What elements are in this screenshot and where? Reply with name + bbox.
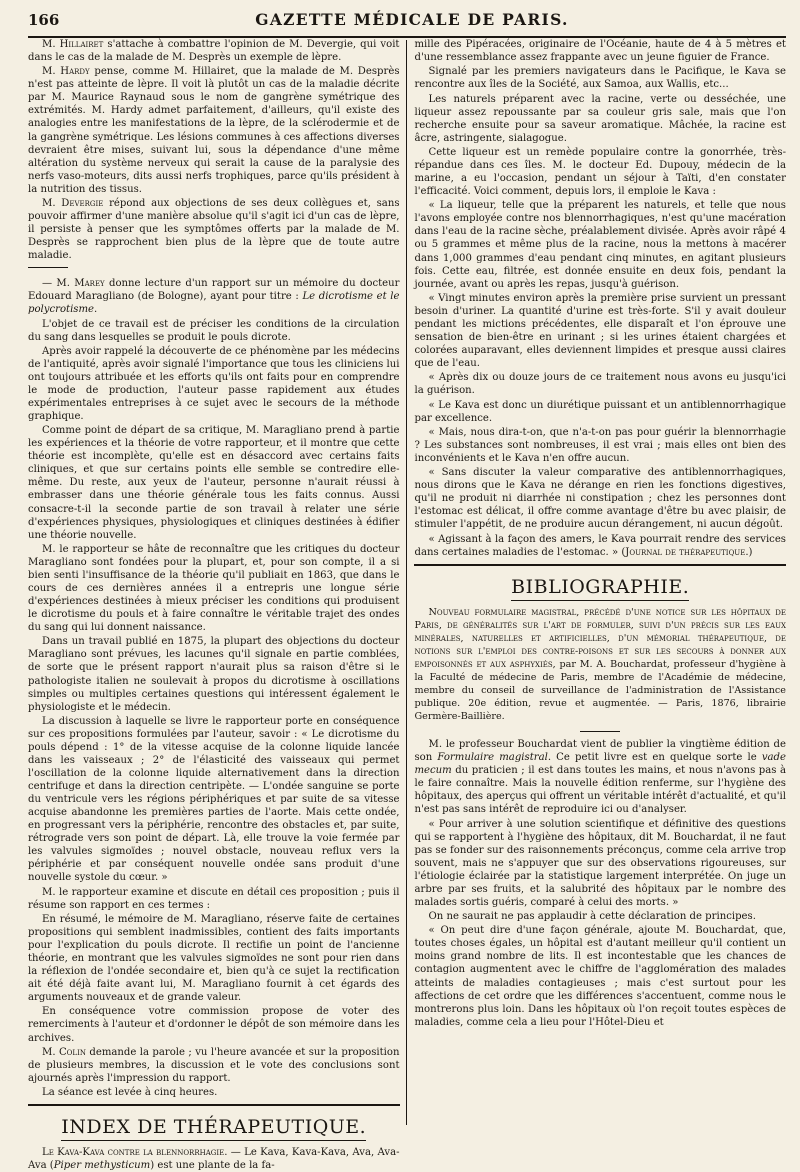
paragraph: « Agissant à la façon des amers, le Kava pourrait rendre des services dans certaines maladies de l'estomac. » (Journal de thérapeutique.)	[414, 533, 786, 558]
paragraph: La séance est levée à cinq heures.	[42, 1087, 218, 1099]
paragraph: « Sans discuter la valeur comparative des antiblennorrhagiques, nous dirons que le Kava ne dérange en rien les fonctions digestives, qu'il ne produit ni diarrhée ni constipation ; chez les personnes dont l'estomac est délicat, il offre comme avantage d'être bu avec plaisir, de stimuler l'appétit, de ne produire aucun dérangement, ni aucun dégoût.	[414, 467, 786, 531]
paragraph: « Pour arriver à une solution scientifique et définitive des questions qui se rapportent à l'hygiène des hôpitaux, dit M. Bouchardat, il ne faut pas se fonder sur des raisonnements préconçus, comme cela arrive trop souvent, mais ne s'appuyer que sur des observations rigoureuses, sur l'étiologie éclairée par la statistique largement interprétée. On juge un arbre par ses fruits, et la salubrité des hôpitaux par le nombre des malades sortis guéris, comparé à celui des morts. »	[414, 818, 786, 908]
paragraph: La discussion à laquelle se livre le rapporteur porte en conséquence sur ces propositions formulées par l'auteur, savoir : « Le dicrotisme du pouls dépend : 1° de la vitesse acquise de la colonne liquide lancée dans les vaisseaux ; 2° de l'élasticité des vaisseaux qui permet l'oscillation de la colonne liquide alternativement dans la direction centrifuge et dans la direction centripète. — L'ondée sanguine se porte du ventricule vers les régions périphériques et par suite de sa vitesse acquise abandonne les premières parties de l'aorte. Mais cette ondée, en progressant vers la périphérie, rencontre des obstacles et, par suite, rétrograde vers son point de départ. Là, elle trouve la voie fermée par les valvules sigmoïdes ; nouvel obstacle, nouveau reflux vers la périphérie et par conséquent nouvelle ondée sans produit d'une nouvelle systole du cœur. »	[28, 715, 400, 884]
paragraph: Dans un travail publié en 1875, la plupart des objections du docteur Maragliano sont prévues, les lacunes qu'il signale en partie comblées, de sorte que le présent rapport n'aurait plus sa raison d'être si le pathologiste italien ne soulevait à propos du dicrotisme à oscillations simples ou multiples certaines questions qui intéressent également le physiologiste et le médecin.	[28, 636, 400, 713]
paragraph: « Après dix ou douze jours de ce traitement nous avons eu jusqu'ici la guérison.	[414, 372, 786, 397]
right-column	[406, 38, 786, 1125]
paragraph: « Vingt minutes environ après la première prise survient un pressant besoin d'uriner. La quantité d'urine est très-forte. S'il y avait douleur pendant les mictions précédentes, elle disparaît et l'on éprouve une sensation de bien-être en urinant ; si les urines étaient chargées et colorées auparavant, elles deviennent limpides et presque aussi claires que de l'eau.	[414, 292, 786, 370]
paragraph: L'objet de ce travail est de préciser les conditions de la circulation du sang dans lesquelles se produit le pouls dicrote.	[28, 318, 400, 343]
paragraph: Le Kava-Kava contre la blennorrhagie. — Le Kava, Kava-Kava, Ava, Ava-Ava (Piper methysticum) est une plante de la fa-	[28, 1147, 400, 1172]
page-header	[28, 10, 786, 38]
paragraph: Cette liqueur est un remède populaire contre la gonorrhée, très-répandue dans ces îles. M. le docteur Ed. Dupouy, médecin de la marine, a eu l'occasion, pendant un séjour à Taïti, d'en constater l'efficacité. Voici comment, depuis lors, il emploie le Kava :	[414, 146, 786, 198]
paragraph: Les naturels préparent avec la racine, verte ou desséchée, une liqueur assez repoussante par sa couleur gris sale, mais que l'on recherche ensuite pour sa saveur aromatique. Mâchée, la racine est âcre, astringente, sialagogue.	[414, 93, 786, 144]
paragraph: M. le rapporteur se hâte de reconnaître que les critiques du docteur Maragliano sont fondées pour la plupart, et, pour son compte, il a si bien senti l'insuffisance de la théorie qu'il publiait en 1863, que dans le cours de ces dernières années il a entrepris une longue série d'expériences destinées à mieux préciser les conditions qui produisent le dicrotisme du pouls et à faire connaître le véritable trajet des ondes du sang qui lui donnent naissance.	[28, 543, 400, 634]
article-columns	[28, 38, 786, 1172]
left-column	[28, 38, 406, 1172]
paragraph: « La liqueur, telle que la préparent les naturels, et telle que nous l'avons employée contre nos blennorrhagiques, n'est qu'une macération dans l'eau de la racine sèche, préalablement divisée. Après avoir râpé 4 ou 5 grammes et même plus de la racine, nous la mettons à macérer dans 1,000 grammes d'eau pendant cinq minutes, en agitant plusieurs fois. Cette eau, filtrée, est donnée ensuite en deux fois, pendant la journée, avant ou après les repas, jusqu'à guérison.	[414, 200, 786, 290]
paragraph: mille des Pipéracées, originaire de l'Océanie, haute de 4 à 5 mètres et d'une ressemblance assez frappante avec un jeune figuier de France.	[414, 39, 786, 64]
paragraph: M. Devergie répond aux objections de ses deux collègues et, sans pouvoir affirmer d'une manière absolue qu'il s'agit ici d'un cas de lèpre, il persiste à penser que les symptômes offerts par la malade de M. Desprès se rapprochent bien plus de la lèpre que de toute autre maladie.	[28, 197, 400, 262]
section-title: BIBLIOGRAPHIE.	[414, 576, 786, 598]
divider	[580, 731, 620, 732]
paragraph: « Mais, nous dira-t-on, que n'a-t-on pas pour guérir la blennorrhagie ? Les substances sont nombreuses, il est vrai ; mais elles ont bien des inconvénients et le Kava n'en offre aucun.	[414, 426, 786, 464]
paragraph: M. Colin demande la parole ; vu l'heure avancée et sur la proposition de plusieurs membres, la discussion et le vote des conclusions sont ajournés après l'impression du rapport.	[28, 1046, 400, 1084]
paragraph: M. Hardy pense, comme M. Hillairet, que la malade de M. Desprès n'est pas atteinte de lèpre. Il voit là plutôt un cas de la maladie décrite par M. Maurice Raynaud sous le nom de gangrène symétrique des extrémités. M. Hardy admet parfaitement, d'ailleurs, qu'il existe des analogies entre les manifestations de la lèpre, de la sclérodermie et de la gangrène symétrique. Les lésions communes à ces affections diverses devraient être mises, suivant lui, sous la dépendance d'une même altération du système nerveux qui serait la cause de la paralysie des nerfs vaso-moteurs, dits aussi nerfs trophiques, parce qu'ils président à la nutrition des tissus.	[28, 66, 400, 195]
paragraph: M. le rapporteur examine et discute en détail ces proposition ; puis il résume son rapport en ces termes :	[28, 886, 400, 911]
bibliography-entry: Nouveau formulaire magistral, précédé d'une notice sur les hôpitaux de Paris, de généralités sur l'art de formuler, suivi d'un précis sur les eaux minérales, naturelles et artificielles, d'un mémorial thérapeutique, de notions sur l'emploi des contre-poisons et sur les secours à donner aux empoisonnés et aux asphyxiés, par M. A. Bouchardat, professeur d'hygiène à la Faculté de médecine de Paris, membre de l'Académie de médecine, membre du conseil de surveillance de l'administration de l'Assistance publique. 20e édition, revue et augmentée. — Paris, 1876, librairie Germère-Baillière.	[414, 606, 786, 723]
divider	[28, 267, 68, 268]
paragraph: Signalé par les premiers navigateurs dans le Pacifique, le Kava se rencontre aux îles de la Société, aux Samoa, aux Wallis, etc...	[414, 66, 786, 91]
section-title: INDEX DE THÉRAPEUTIQUE.	[28, 1116, 400, 1138]
paragraph: « Le Kava est donc un diurétique puissant et un antiblennorrhagique par excellence.	[414, 399, 786, 424]
section-divider	[414, 564, 786, 566]
paragraph: En résumé, le mémoire de M. Maragliano, réserve faite de certaines propositions qui semblent inadmissibles, contient des faits importants pour l'explication du pouls dicrote. Il rectifie un point de l'ancienne théorie, en montrant que les valvules sigmoïdes ne sont pour rien dans la réflexion de l'ondée secondaire et, bien qu'à ce sujet la rectification ait été déjà faite avant lui, M. Maragliano fournit à cet égards des arguments nouveaux et de grande valeur.	[28, 913, 400, 1004]
paragraph: M. le professeur Bouchardat vient de publier la vingtième édition de son Formulaire magistral. Ce petit livre est en quelque sorte le vade mecum du praticien ; il est dans toutes les mains, et nous n'avons pas à le faire connaître. Mais la nouvelle édition renferme, sur l'hygiène des hôpitaux, des aperçus qui offrent un véritable intérêt d'actualité, et qu'il n'est pas sans intérêt de reproduire ici ou d'analyser.	[414, 739, 786, 816]
paragraph: — M. Marey donne lecture d'un rapport sur un mémoire du docteur Edouard Maragliano (de Bologne), ayant pour titre : Le dicrotisme et le polycrotisme.	[28, 278, 400, 316]
paragraph: En conséquence votre commission propose de voter des remerciments à l'auteur et d'ordonner le dépôt de son mémoire dans les archives.	[28, 1006, 400, 1044]
paragraph: M. Hillairet s'attache à combattre l'opinion de M. Devergie, qui voit dans le cas de la malade de M. Desprès un exemple de lèpre.	[28, 39, 400, 64]
paragraph: « On peut dire d'une façon générale, ajoute M. Bouchardat, que, toutes choses égales, un hôpital est d'autant meilleur qu'il contient un moins grand nombre de lits. Il est incontestable que les chances de contagion augmentent avec le chiffre de l'agglomération des malades atteints de maladies contagieuses ; mais c'est surtout pour les affections de cet ordre que les différences s'accentuent, comme nous le montrerons plus loin. Dans les hôpitaux où l'on reçoit toutes espèces de maladies, comme cela a lieu pour l'Hôtel-Dieu et	[414, 925, 786, 1028]
paragraph: Après avoir rappelé la découverte de ce phénomène par les médecins de l'antiquité, après avoir signalé l'importance que tous les cliniciens lui ont toujours attribuée et les efforts qu'ils ont faits pour en comprendre le mode de production, l'auteur passe rapidement aux études expérimentales entreprises à ce sujet avec le secours de la méthode graphique.	[28, 345, 400, 423]
page-number: 166	[28, 11, 60, 29]
journal-title: GAZETTE MÉDICALE DE PARIS.	[255, 10, 569, 29]
paragraph: Comme point de départ de sa critique, M. Maragliano prend à partie les expériences et la théorie de votre rapporteur, et il montre que cette théorie est incomplète, qu'elle est en désaccord avec certains faits cliniques, et que sur certains points elle semble se contredire elle-même. Du reste, aux yeux de l'auteur, personne n'aurait réussi à embrasser dans une théorie générale tous les faits connus. Aussi consacre-t-il la seconde partie de son travail à relater une série d'expériences physiques, physiologiques et cliniques destinées à édifier une théorie nouvelle.	[28, 425, 400, 541]
section-divider	[28, 1104, 400, 1106]
paragraph: On ne saurait ne pas applaudir à cette déclaration de principes.	[428, 911, 756, 923]
source-citation: (Journal de thérapeutique.)	[621, 546, 753, 558]
